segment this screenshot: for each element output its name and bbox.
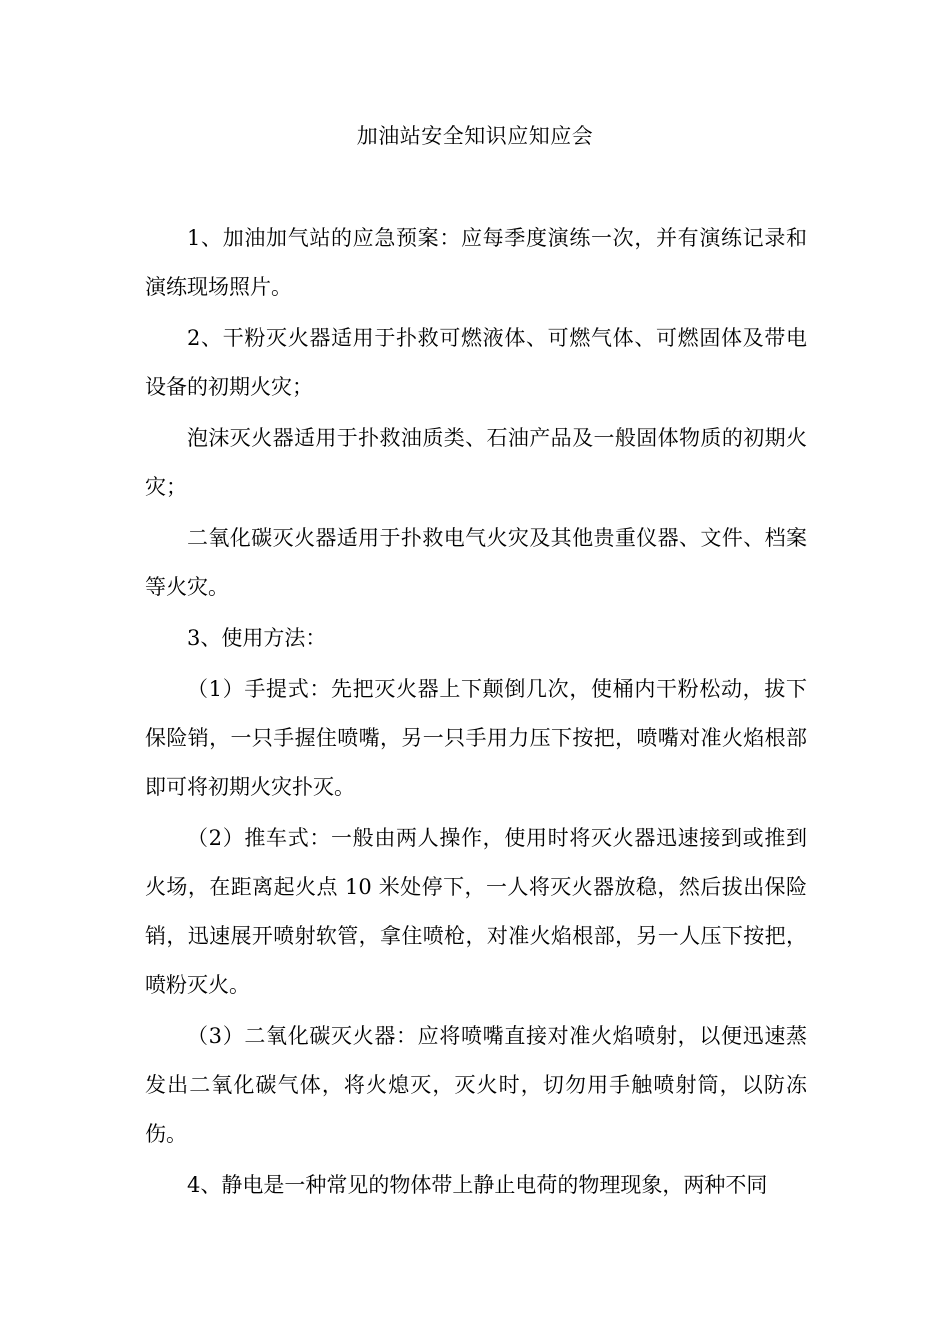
- paragraph-emergency-plan: 1、加油加气站的应急预案：应每季度演练一次，并有演练记录和演练现场照片。: [145, 226, 807, 299]
- paragraph-handheld-usage: （1）手提式：先把灭火器上下颠倒几次，使桶内干粉松动，拔下保险销，一只手握住喷嘴，另一只手用力压下按把，喷嘴对准火焰根部即可将初期火灾扑灭。: [145, 677, 807, 799]
- document-title: 加油站安全知识应知应会: [356, 124, 594, 148]
- paragraph-static-electricity: 4、静电是一种常见的物体带上静止电荷的物理现象，两种不同: [187, 1173, 768, 1197]
- paragraph-cart-usage: （2）推车式：一般由两人操作，使用时将灭火器迅速接到或推到火场，在距离起火点 10 米处停下，一人将灭火器放稳，然后拔出保险销，迅速展开喷射软管，拿住喷枪，对准火焰根部，另一人压下按把，喷粉灭火。: [145, 826, 807, 997]
- paragraph-co2-extinguisher: 二氧化碳灭火器适用于扑救电气火灾及其他贵重仪器、文件、档案等火灾。: [145, 526, 807, 599]
- paragraph-dry-powder-extinguisher: 2、干粉灭火器适用于扑救可燃液体、可燃气体、可燃固体及带电设备的初期火灾；: [145, 326, 807, 399]
- paragraph-foam-extinguisher: 泡沫灭火器适用于扑救油质类、石油产品及一般固体物质的初期火灾；: [145, 426, 807, 499]
- paragraph-co2-usage: （3）二氧化碳灭火器：应将喷嘴直接对准火焰喷射，以便迅速蒸发出二氧化碳气体，将火熄灭，灭火时，切勿用手触喷射筒，以防冻伤。: [145, 1024, 807, 1146]
- paragraph-usage-heading: 3、使用方法：: [187, 626, 327, 650]
- document-body: [145, 214, 807, 1212]
